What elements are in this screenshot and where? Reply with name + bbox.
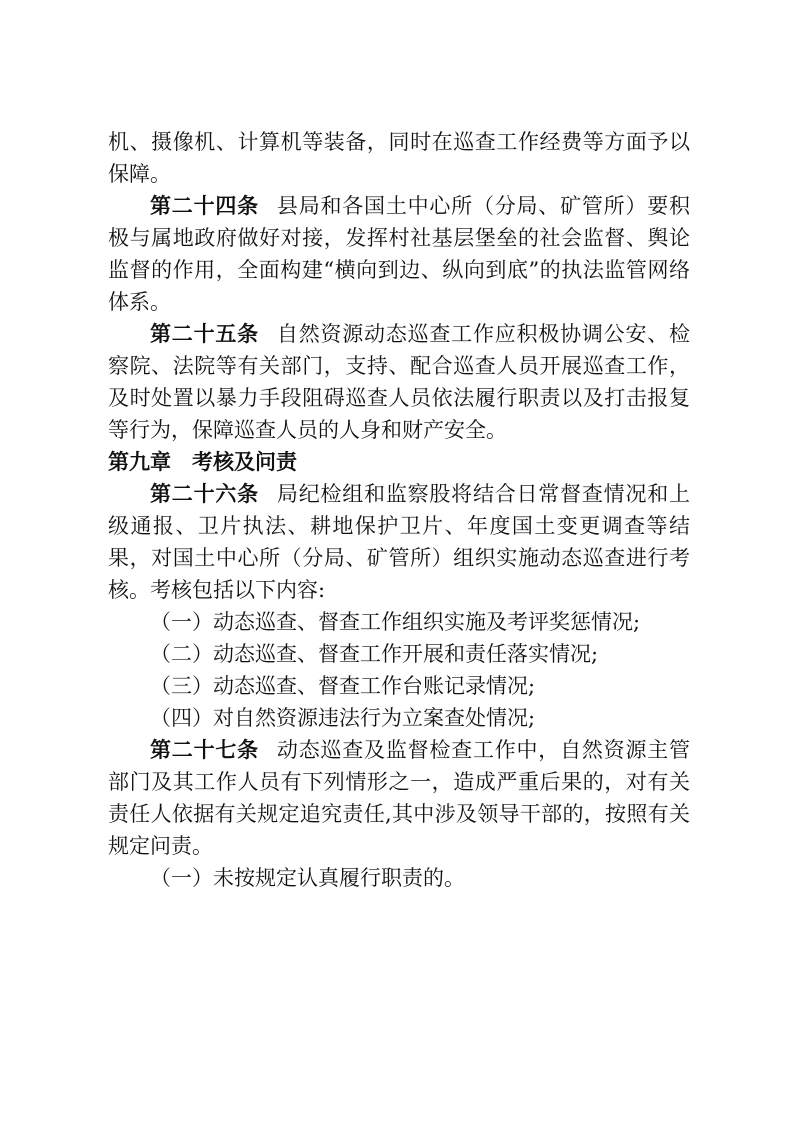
article-24-heading: 第二十四条	[150, 194, 259, 218]
article-25-text: 自然资源动态巡查工作应积极协调公安、检察院、法院等有关部门，支持、配合巡查人员开展巡查工作，及时处置以暴力手段阻碍巡查人员依法履行职责以及打击报复等行为，保障巡查人员的人身和财产安全。	[108, 322, 691, 442]
article-27-text: 动态巡查及监督检查工作中，自然资源主管部门及其工作人员有下列情形之一，造成严重后果的，对有关责任人依据有关规定追究责任,其中涉及领导干部的，按照有关规定问责。	[108, 738, 691, 858]
article-25-heading: 第二十五条	[150, 322, 259, 346]
article-25	[108, 318, 690, 446]
list-item: （一）未按规定认真履行职责的。	[150, 866, 465, 890]
document-body	[108, 126, 690, 894]
list-item: （一）动态巡查、督查工作组织实施及考评奖惩情况;	[150, 610, 641, 634]
list-item: （三）动态巡查、督查工作台账记录情况;	[150, 674, 536, 698]
article-27	[108, 734, 690, 862]
paragraph-continuation: 机、摄像机、计算机等装备，同时在巡查工作经费等方面予以保障。	[108, 130, 690, 186]
list-item: （二）动态巡查、督查工作开展和责任落实情况;	[150, 642, 599, 666]
chapter-heading: 第九章 考核及问责	[108, 450, 297, 474]
article-27-heading: 第二十七条	[150, 738, 259, 762]
article-26	[108, 478, 690, 606]
list-item: （四）对自然资源违法行为立案查处情况;	[150, 706, 536, 730]
article-24-text: 县局和各国土中心所（分局、矿管所）要积极与属地政府做好对接，发挥村社基层堡垒的社会监督、舆论监督的作用，全面构建“横向到边、纵向到底”的执法监管网络体系。	[108, 194, 691, 314]
article-24	[108, 190, 690, 318]
article-26-text: 局纪检组和监察股将结合日常督查情况和上级通报、卫片执法、耕地保护卫片、年度国土变更调查等结果，对国土中心所（分局、矿管所）组织实施动态巡查进行考核。考核包括以下内容:	[108, 482, 691, 602]
article-26-heading: 第二十六条	[150, 482, 259, 506]
